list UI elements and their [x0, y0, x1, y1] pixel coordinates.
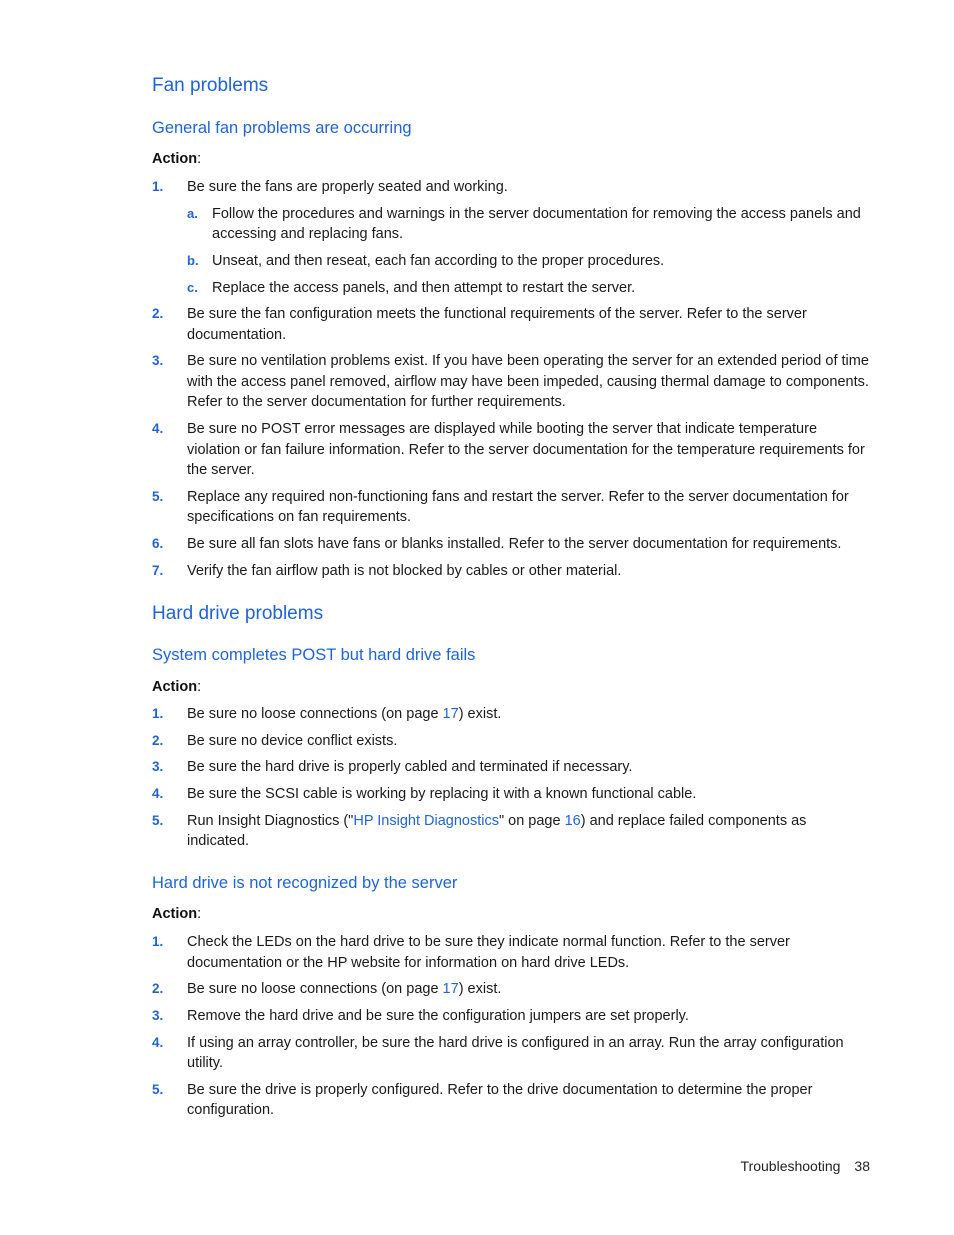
substep-letter: a.: [187, 205, 198, 221]
step-text: Be sure no ventilation problems exist. If you have been operating the server for an extended period of time with the access panel removed, airflow may have been impeded, causing thermal damage to components. Refer to the server documentation for further requirements.: [187, 353, 869, 411]
list-item: [152, 1080, 872, 1121]
action-label-text: Action: [152, 906, 198, 922]
action-label-text: Action: [152, 151, 198, 167]
step-number: 3.: [152, 353, 164, 369]
step-text: Remove the hard drive and be sure the configuration jumpers are set properly.: [187, 1007, 689, 1024]
action-colon: :: [197, 906, 202, 922]
list-item: [152, 304, 872, 345]
step-number: 2.: [152, 981, 164, 997]
step-text: Be sure all fan slots have fans or blanks installed. Refer to the server documentation for requirements.: [187, 536, 842, 552]
step-number: 1.: [152, 179, 164, 194]
list-item: [187, 278, 872, 299]
action-label-text: Action: [152, 679, 198, 695]
step-text: Verify the fan airflow path is not blocked by cables or other material.: [187, 562, 622, 579]
step-number: 2.: [152, 306, 164, 322]
step-number: 2.: [152, 732, 164, 748]
step-text: Be sure the fans are properly seated and working.: [187, 179, 508, 195]
list-item: [152, 757, 872, 778]
page-link-17[interactable]: 17: [442, 981, 459, 998]
step-text-pre: Run Insight Diagnostics (": [187, 812, 354, 829]
substep-letter: b.: [187, 252, 199, 268]
action-label: [152, 906, 201, 922]
fan-substeps-list: [187, 204, 872, 298]
list-item: [152, 487, 872, 528]
fan-steps-list: [152, 177, 872, 587]
page-link-17[interactable]: 17: [442, 706, 459, 722]
step-number: 4.: [152, 1034, 164, 1050]
step-number: 5.: [152, 1081, 164, 1097]
step-number: 1.: [152, 934, 164, 949]
list-item: [152, 811, 872, 852]
step-text: Be sure the fan configuration meets the functional requirements of the server. Refer to the server documentation.: [187, 306, 807, 343]
subheading-drive-not-recognized: Hard drive is not recognized by the server: [152, 874, 458, 892]
subheading-general-fan-problems: General fan problems are occurring: [152, 119, 412, 137]
hp-insight-diagnostics-link[interactable]: HP Insight Diagnostics: [353, 812, 499, 829]
page-link-16[interactable]: 16: [564, 812, 581, 829]
substep-letter: c.: [187, 279, 198, 295]
step-number: 5.: [152, 812, 164, 828]
step-text: Be sure the drive is properly configured. Refer to the drive documentation to determine the proper configuration.: [187, 1081, 813, 1119]
step-text: Replace any required non-functioning fans and restart the server. Refer to the server documentation for specifications on fan requirements.: [187, 488, 849, 526]
step-text: Be sure no device conflict exists.: [187, 732, 398, 749]
step-text-post: ) and replace failed components as indicated.: [187, 812, 807, 850]
step-number: 5.: [152, 488, 164, 504]
step-text: If using an array controller, be sure the hard drive is configured in an array. Run the array configuration utility.: [187, 1034, 844, 1072]
list-item: [152, 351, 872, 413]
step-number: 4.: [152, 786, 164, 802]
list-item: [152, 1006, 872, 1027]
step-text-post: ) exist.: [458, 706, 502, 722]
section-heading-hard-drive-problems: Hard drive problems: [152, 603, 324, 624]
step-text: Be sure the SCSI cable is working by replacing it with a known functional cable.: [187, 786, 697, 803]
step-text: Check the LEDs on the hard drive to be sure they indicate normal function. Refer to the server documentation or the HP website for information on hard drive LEDs.: [187, 934, 790, 971]
step-text-pre: Be sure no loose connections (on page: [187, 981, 443, 998]
list-item: [187, 251, 872, 272]
list-item: [152, 979, 872, 1000]
list-item: [152, 731, 872, 752]
step-text-mid: " on page: [498, 812, 565, 829]
action-label: [152, 679, 201, 695]
list-item: [152, 561, 872, 582]
section-heading-fan-problems: Fan problems: [152, 75, 269, 96]
list-item: [152, 784, 872, 805]
step-number: 1.: [152, 706, 164, 721]
list-item: [187, 204, 872, 245]
subheading-post-hard-drive-fails: System completes POST but hard drive fails: [152, 646, 476, 664]
page-number: 38: [854, 1158, 870, 1174]
hdd-post-steps-list: [152, 704, 872, 858]
substep-text: Follow the procedures and warnings in the server documentation for removing the access panels and accessing and replacing fans.: [212, 205, 861, 243]
step-number: 3.: [152, 759, 164, 775]
step-number: 7.: [152, 562, 164, 578]
page-footer: [741, 1158, 870, 1174]
list-item: [152, 1033, 872, 1074]
list-item: [152, 704, 872, 725]
substep-text: Unseat, and then reseat, each fan according to the proper procedures.: [212, 252, 665, 269]
step-text-post: ) exist.: [458, 981, 502, 998]
footer-section-name: Troubleshooting: [740, 1158, 841, 1174]
step-text-pre: Be sure no loose connections (on page: [187, 706, 443, 722]
step-text: Be sure the hard drive is properly cabled and terminated if necessary.: [187, 759, 633, 776]
step-number: 4.: [152, 421, 164, 437]
list-item: [152, 534, 872, 555]
step-number: 6.: [152, 536, 164, 551]
substep-text: Replace the access panels, and then attempt to restart the server.: [212, 279, 636, 296]
step-text: Be sure no POST error messages are displayed while booting the server that indicate temperature violation or fan failure information. Refer to the server documentation for the temperature requirements for the server.: [187, 421, 865, 479]
action-colon: :: [197, 151, 202, 167]
hdd-not-recognized-steps-list: [152, 932, 872, 1127]
action-colon: :: [197, 679, 202, 695]
list-item: [152, 419, 872, 481]
step-number: 3.: [152, 1007, 164, 1023]
action-label: [152, 151, 201, 167]
list-item: [152, 932, 872, 973]
list-item: [152, 177, 872, 298]
